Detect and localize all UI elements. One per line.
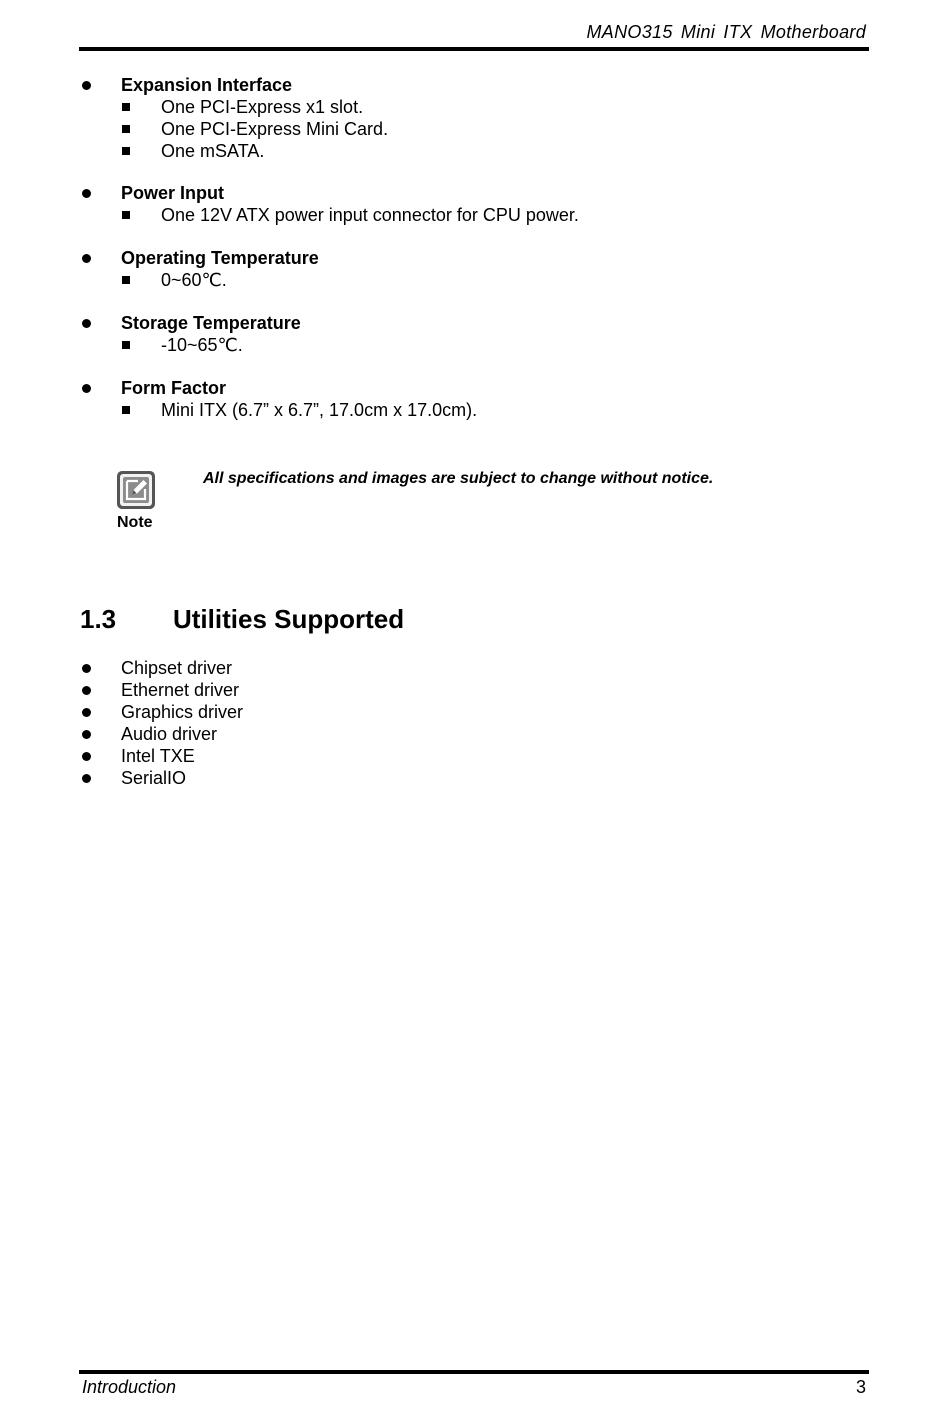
header-title: MANO315 Mini ITX Motherboard [586,22,866,42]
list-item-text: SerialIO [121,768,187,788]
spec-item-text: -10~65℃. [161,335,243,355]
section-number: 1.3 [80,604,117,634]
spec-label: Expansion Interface [121,75,293,95]
page-number: 3 [855,1377,866,1397]
bullet-dot [82,774,91,783]
bullet-dot [82,254,91,263]
spec-item [0,334,950,356]
spec-item-text: One PCI-Express Mini Card. [161,119,389,139]
list-item [0,767,950,789]
bullet-dot [82,189,91,198]
spec-expansion-interface [0,74,950,162]
list-item-text: Intel TXE [121,746,195,766]
spec-item [0,399,950,421]
list-item [0,679,950,701]
bullet-square [122,406,130,414]
spec-item-text: One PCI-Express x1 slot. [161,97,364,117]
spec-label: Power Input [121,183,224,203]
list-item [0,701,950,723]
footer-chapter: Introduction [82,1377,177,1397]
note-label: Note [117,514,153,531]
bullet-square [122,211,130,219]
header-rule [79,47,869,51]
list-item-text: Graphics driver [121,702,244,722]
spec-item-text: 0~60℃. [161,270,227,290]
spec-label: Operating Temperature [121,248,319,268]
bullet-dot [82,384,91,393]
spec-item [0,96,950,118]
bullet-dot [82,708,91,717]
bullet-square [122,125,130,133]
spec-form-factor [0,377,950,421]
list-item [0,657,950,679]
note-pencil-icon [116,470,156,510]
spec-item [0,204,950,226]
bullet-square [122,341,130,349]
spec-item-text: One mSATA. [161,141,265,161]
spec-label: Form Factor [121,378,227,398]
spec-label: Storage Temperature [121,313,301,333]
list-item [0,723,950,745]
spec-heading [0,247,950,269]
bullet-dot [82,319,91,328]
list-item-text: Ethernet driver [121,680,240,700]
list-item-text: Audio driver [121,724,218,744]
spec-heading [0,182,950,204]
spec-operating-temperature [0,247,950,291]
bullet-square [122,276,130,284]
note-text: All specifications and images are subject to change without notice. [203,470,714,487]
section-title: Utilities Supported [173,604,405,634]
spec-heading [0,74,950,96]
bullet-dot [82,664,91,673]
bullet-dot [82,752,91,761]
list-item [0,745,950,767]
spec-power-input [0,182,950,226]
spec-item [0,269,950,291]
bullet-square [122,147,130,155]
bullet-dot [82,730,91,739]
bullet-square [122,103,130,111]
spec-item [0,118,950,140]
utilities-list [0,657,950,789]
spec-heading [0,377,950,399]
spec-heading [0,312,950,334]
spec-item [0,140,950,162]
spec-storage-temperature [0,312,950,356]
footer-rule [79,1370,869,1374]
spec-item-text: Mini ITX (6.7” x 6.7”, 17.0cm x 17.0cm). [161,400,478,420]
bullet-dot [82,686,91,695]
spec-item-text: One 12V ATX power input connector for CPU power. [161,205,579,225]
list-item-text: Chipset driver [121,658,233,678]
bullet-dot [82,81,91,90]
